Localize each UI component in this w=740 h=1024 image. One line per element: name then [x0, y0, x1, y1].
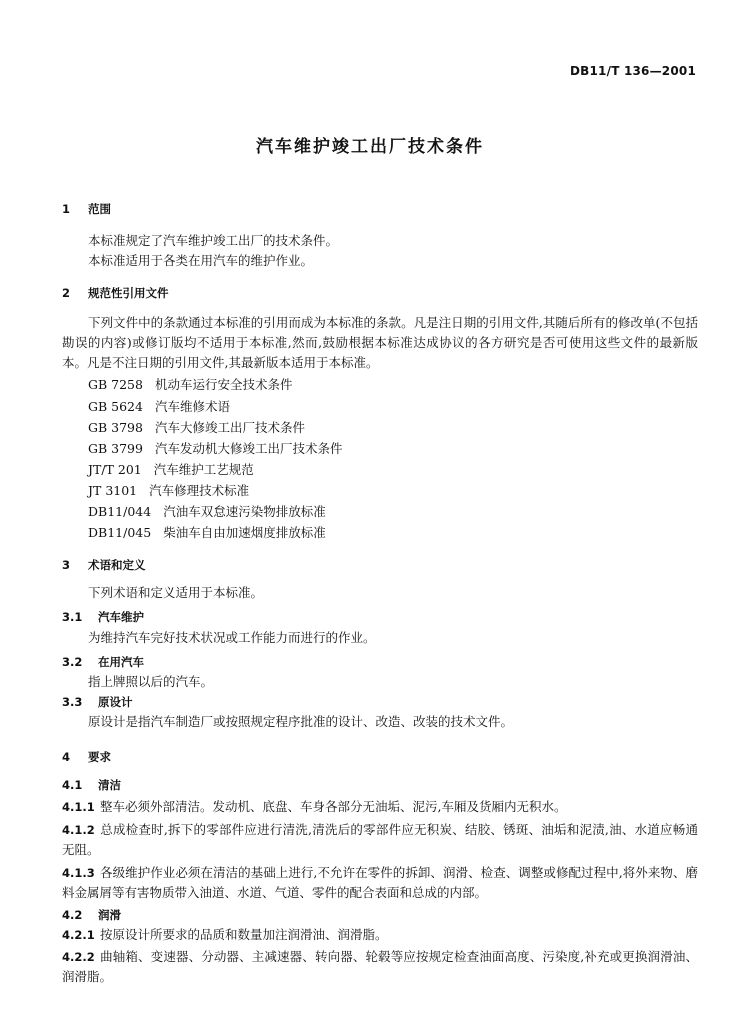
- section-1-paragraph: 本标准适用于各类在用汽车的维护作业。: [88, 253, 314, 268]
- section-1-heading: 1 范围: [62, 202, 111, 216]
- clause-item: 4.1.3 各级维护作业必须在清洁的基础上进行,不允许在零件的拆卸、润滑、检查、调整或修配过程中,将外来物、磨料金属屑等有害物质带入油道、水道、气道、零件的配合表面和总成的内部。: [62, 865, 698, 900]
- clause-heading: 4.2 润滑: [62, 908, 121, 922]
- term-heading: 3.2 在用汽车: [62, 655, 144, 669]
- section-2-intro: 下列文件中的条款通过本标准的引用而成为本标准的条款。凡是注日期的引用文件,其随后所有的修改单(不包括勘误的内容)或修订版均不适用于本标准,然而,鼓励根据本标准达成协议的各方研究是否可使用这些文件的最新版本。凡是不注日期的引用文件,其最新版本适用于本标准。: [62, 315, 698, 370]
- clause-item: 4.2.1 按原设计所要求的品质和数量加注润滑油、润滑脂。: [62, 927, 388, 942]
- reference-item: GB 7258 机动车运行安全技术条件: [88, 377, 293, 392]
- section-3-heading: 3 术语和定义: [62, 558, 146, 572]
- section-4-heading: 4 要求: [62, 750, 111, 764]
- reference-item: DB11/045 柴油车自由加速烟度排放标准: [88, 525, 326, 540]
- reference-item: DB11/044 汽油车双怠速污染物排放标准: [88, 504, 326, 519]
- document-title: 汽车维护竣工出厂技术条件: [256, 137, 484, 157]
- section-3-intro: 下列术语和定义适用于本标准。: [88, 585, 264, 600]
- term-definition: 为维持汽车完好技术状况或工作能力而进行的作业。: [88, 630, 376, 645]
- clause-item: 4.1.2 总成检查时,拆下的零部件应进行清洗,清洗后的零部件应无积炭、结胶、锈斑、油垢和泥渍,油、水道应畅通无阻。: [62, 822, 698, 857]
- reference-item: JT/T 201 汽车维护工艺规范: [88, 462, 254, 477]
- term-definition: 原设计是指汽车制造厂或按照规定程序批准的设计、改造、改装的技术文件。: [88, 714, 514, 729]
- term-heading: 3.1 汽车维护: [62, 610, 144, 624]
- standard-code: DB11/T 136—2001: [570, 64, 696, 78]
- clause-item: 4.1.1 整车必须外部清洁。发动机、底盘、车身各部分无油垢、泥污,车厢及货厢内无积水。: [62, 799, 567, 814]
- clause-item: 4.2.2 曲轴箱、变速器、分动器、主减速器、转向器、轮毂等应按规定检查油面高度、污染度,补充或更换润滑油、润滑脂。: [62, 949, 698, 984]
- term-heading: 3.3 原设计: [62, 695, 133, 709]
- reference-item: GB 3798 汽车大修竣工出厂技术条件: [88, 420, 305, 435]
- term-definition: 指上牌照以后的汽车。: [88, 674, 214, 689]
- reference-item: GB 3799 汽车发动机大修竣工出厂技术条件: [88, 441, 343, 456]
- reference-item: JT 3101 汽车修理技术标准: [88, 483, 250, 498]
- section-1-paragraph: 本标准规定了汽车维护竣工出厂的技术条件。: [88, 233, 339, 248]
- reference-item: GB 5624 汽车维修术语: [88, 399, 230, 414]
- section-2-heading: 2 规范性引用文件: [62, 286, 169, 300]
- clause-heading: 4.1 清洁: [62, 778, 121, 792]
